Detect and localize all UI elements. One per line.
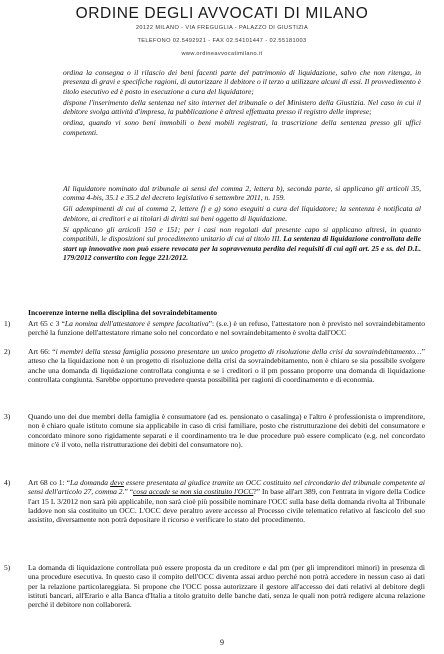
item-text: Quando uno dei due membri della famiglia è consumatore (ad es. pensionato o casalinga) e l'altro è professionista o imprenditore, non è chiaro quale istituto comune sia applicabile in caso di crisi familiare, posto che ristrutturazione dei debiti del consumatore e concordato minore sono rigidamente separati e il coordinamento tra le due procedure può essere complicato (e.g. nel concordato minore c'è il voto, nella ristrutturazione dei debiti del consumatore no).	[28, 412, 425, 450]
letterhead-website: www.ordineavvocatimilano.it	[181, 51, 263, 57]
text-span: ” “	[124, 487, 134, 497]
italic-text: essere presentata al giudice tramite un OCC costituito nel circondario del tribunale competente ai sensi dell'articolo 27, comma 2.	[28, 478, 425, 497]
page-number: 9	[220, 638, 224, 647]
text-span: Si applicano gli articoli 150 e 151; per i casi non regolati dal presente capo si applicano altresì, in quanto compatibili, le disposizioni sul procedimento unitario di cui al titolo III.	[63, 224, 421, 244]
item-number: 5)	[4, 563, 11, 572]
letterhead-address: 20122 MILANO - VIA FREGUGLIA - PALAZZO DI GIUSTIZIA	[135, 25, 309, 31]
text-span: Art 65 c 3 “	[28, 319, 65, 328]
paragraph: Gli adempimenti di cui al comma 2, lettere f) e g) sono eseguiti a cura del liquidatore; la sentenza è notificata al debitore, ai creditori e ai titolari di diritti sui beni oggetto di liquidazione.	[63, 204, 421, 223]
paragraph: ordina la consegna o il rilascio dei beni facenti parte del patrimonio di liquidazione, salvo che non ritenga, in presenza di gravi e specifiche ragioni, di autorizzare il debitore o il terzo a utilizzare alcuni di essi. Il provvedimento è titolo esecutivo ed è posto in esecuzione a cura del liquidatore;	[63, 68, 421, 96]
text-span: ?” In base all'art 389, con l'entrata in vigore della Codice l'art 15 L 3/2012 non sarà più applicabile, non sarà cioè più possibile nominare l'OCC sulla base della domanda rivolta al Tribunale laddove non sia costituito un OCC. L'OCC deve peraltro avere accesso al Processo civile telematico relativo al fascicolo del suo assistito, diversamente non potrà depositare il ricorso e verificare lo stato del procedimento.	[28, 487, 425, 525]
item-number: 2)	[4, 347, 11, 356]
item-text	[28, 347, 425, 384]
bold-text: La sentenza di liquidazione controllata delle start up innovative non può essere revocata per la sopravvenuta perdita dei requisiti di cui agli art. 25 e ss. del D.L. 179/2012 convertito con legge 221/2012.	[63, 234, 421, 263]
text-span: ” atteso che la liquidazione non è un progetto di risoluzione della crisi da sovraindebitamento, non è chiaro se sia possibile svolgere anche una domanda di liquidazione controllata congiunta e se i creditori o il pm possano proporre una domanda di liquidazione controllata congiunta. Sarebbe opportuno prevedere questa possibilità per ragioni di coordinamento e di economia.	[28, 347, 425, 385]
letterhead-phones: TELEFONO 02.5492921 - FAX 02.54101447 - 02.55181003	[137, 38, 307, 44]
italic-text: i membri della stessa famiglia possono presentare un unico progetto di risoluzione della crisi da sovraindebitamento…	[55, 347, 422, 356]
section-title: Incoerenze interne nella disciplina del sovraindebitamento	[28, 308, 218, 317]
text-span: Art 68 co 1: “	[28, 478, 70, 487]
paragraph: dispone l'inserimento della sentenza nel sito internet del tribunale o del Ministero della Giustizia. Nel caso in cui il debitore svolga attività d'impresa, la pubblicazione è altresì effettuata presso il registro delle imprese;	[63, 97, 421, 117]
item-number: 1)	[4, 319, 11, 328]
item-text: La domanda di liquidazione controllata può essere proposta da un creditore e dal pm (per gli imprenditori minori) in presenza di una procedure esecutiva. In questo caso il compito dell'OCC diventa assai arduo perché non potrà accedere in nessun caso ai dati per la relazione particolareggiata. Si propone che l'OCC possa autorizzare il gestore all'accesso dei dati relativi al debitore degli istituti bancari, all'Erario e alla Banca d'Italia a titolo gratuito delle banche dati, senza le quali non potrà redigere alcuna relazione perché il debitore non collaborerà.	[28, 563, 425, 610]
paragraph: Al liquidatore nominato dal tribunale ai sensi del comma 2, lettera b), seconda parte, si applicano gli articoli 35, comma 4-bis, 35.1 e 35.2 del decreto legislativo 6 settembre 2011, n. 159.	[63, 184, 421, 203]
paragraph	[63, 225, 421, 263]
text-span: Art 66: “	[28, 347, 56, 356]
item-number: 3)	[4, 412, 11, 421]
underlined-text: cosa accade se non sia costituito l'OCC	[133, 487, 254, 497]
item-text	[28, 319, 425, 338]
underlined-text: deve	[110, 478, 124, 487]
item-text	[28, 478, 425, 525]
item-number: 4)	[4, 478, 11, 487]
text-span: ”: (s.e.) è un refuso, l'attestatore non è previsto nel sovraindebitamento perché la funzione dell'attestatore rimane solo nel concordato e nel sovraindebitamento è svolta dall'OCC	[28, 319, 425, 338]
italic-quote-block-1	[63, 68, 421, 139]
paragraph: ordina, quando vi sono beni immobili o beni mobili registrati, la trascrizione della sentenza presso gli uffici competenti.	[63, 118, 421, 137]
letterhead-title: ORDINE DEGLI AVVOCATI DI MILANO	[75, 5, 369, 22]
italic-quote-block-2	[63, 184, 421, 264]
italic-text: La nomina dell'attestatore è sempre facoltativa	[64, 319, 209, 328]
italic-text: La domanda	[70, 478, 111, 487]
